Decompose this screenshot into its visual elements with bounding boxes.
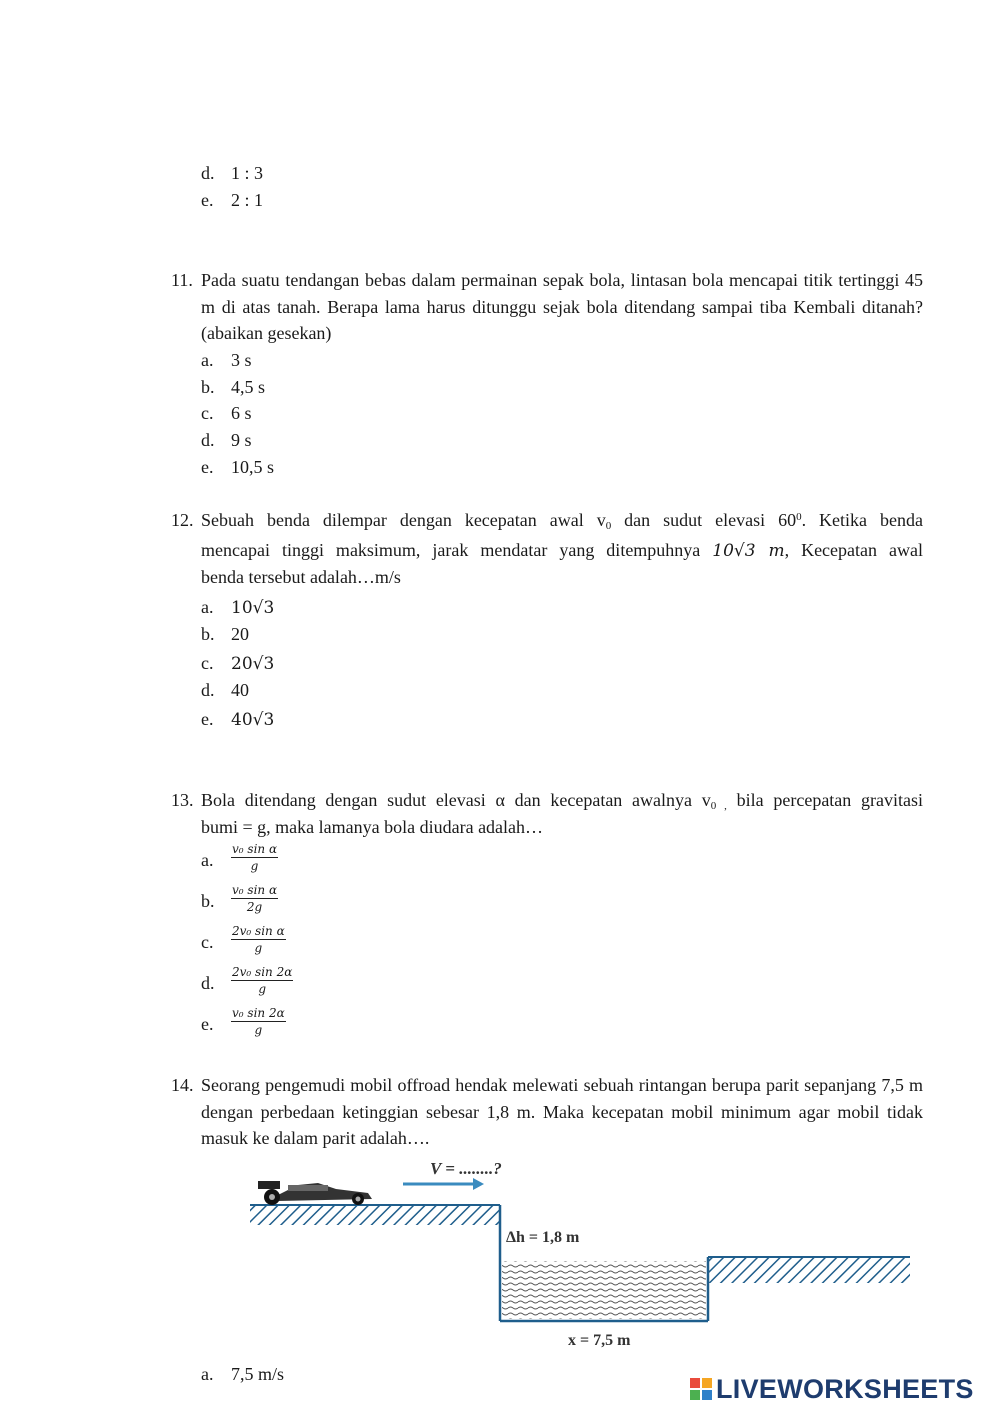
logo-blocks-icon (690, 1378, 712, 1400)
q12-line2: mencapai tinggi maksimum, jarak mendatar yang ditempuhnya 10√3 m, Kecepatan awal (201, 540, 923, 561)
ditch-figure (248, 1155, 914, 1355)
q12-line1: Sebuah benda dilempar dengan kecepatan awal v0 dan sudut elevasi $60^0$. Ketika benda (201, 510, 923, 532)
q13-option-c-fraction: $\frac{\text{2v₀ sin α}}{g}$ (232, 924, 285, 955)
q13-option-e-letter[interactable]: e. (201, 1014, 214, 1034)
q12-number: 12. (171, 510, 194, 530)
prev-option-e: e. 2 : 1 (201, 190, 264, 210)
ditch-width-label: x = 7,5 m (568, 1332, 631, 1349)
prev-option-d: d. 1 : 3 (201, 163, 264, 183)
race-car-icon (258, 1181, 372, 1205)
height-difference-label: Δh = 1,8 m (506, 1229, 580, 1246)
liveworksheets-logo (690, 1374, 974, 1404)
q13-option-a-letter[interactable]: a. (201, 850, 214, 870)
q13-option-c-letter[interactable]: c. (201, 932, 214, 952)
q14-text: Seorang pengemudi mobil offroad hendak melewati sebuah rintangan berupa parit sepanjang 7,5 m dengan perbedaan ketinggian sebesar 1,8 m. Maka kecepatan mobil minimum agar mobil tidak masuk ke dalam parit adalah…. (201, 1075, 923, 1148)
q12-line3: benda tersebut adalah…m/s (201, 567, 401, 587)
q13-option-d-letter[interactable]: d. (201, 973, 215, 993)
q13-option-d-fraction: $\frac{\text{2v₀ sin 2α}}{g}$ (232, 965, 293, 996)
q11-option-c[interactable]: c. 6 s (201, 403, 252, 423)
q13-line2: bumi = g, maka lamanya bola diudara adalah… (201, 817, 544, 837)
velocity-label: V = ........? (430, 1159, 502, 1178)
q11-number: 11. (171, 270, 193, 290)
q11-option-a[interactable]: a. 3 s (201, 350, 252, 370)
q14-option-a[interactable]: a. 7,5 m/s (201, 1364, 285, 1384)
q13-number: 13. (171, 790, 194, 810)
q13-option-b-letter[interactable]: b. (201, 891, 215, 911)
q11-option-b[interactable]: b. 4,5 s (201, 377, 266, 397)
logo-text: LIVEWORKSHEETS (716, 1373, 974, 1404)
q11-text: Pada suatu tendangan bebas dalam permainan sepak bola, lintasan bola mencapai titik tertinggi 45 m di atas tanah. Berapa lama harus ditunggu sejak bola ditendang sampai tiba Kembali ditanah? (abaikan gesekan) (201, 270, 923, 343)
q14-number: 14. (171, 1075, 194, 1095)
q12-option-d[interactable]: d. 40 (201, 680, 249, 700)
left-ground (250, 1205, 500, 1225)
q12-option-a[interactable]: a. 10√3 (201, 597, 275, 618)
q11-option-d[interactable]: d. 9 s (201, 430, 252, 450)
q13-option-e-fraction: $\frac{\text{v₀ sin 2α}}{g}$ (232, 1006, 285, 1037)
q13-option-a-fraction: $\frac{\text{v₀ sin α}}{g}$ (232, 842, 278, 873)
q13-option-b-fraction: $\frac{\text{v₀ sin α}}{2g}$ (232, 883, 278, 914)
right-ground (708, 1257, 910, 1283)
q12-option-b[interactable]: b. 20 (201, 624, 249, 644)
q13-line1: Bola ditendang dengan sudut elevasi α dan kecepatan awalnya v0 , bila percepatan gravitasi (201, 790, 923, 812)
q12-option-c[interactable]: c. 20√3 (201, 653, 275, 674)
ditch-water (502, 1261, 706, 1319)
q12-option-e[interactable]: e. 40√3 (201, 709, 275, 730)
q11-option-e[interactable]: e. 10,5 s (201, 457, 275, 477)
